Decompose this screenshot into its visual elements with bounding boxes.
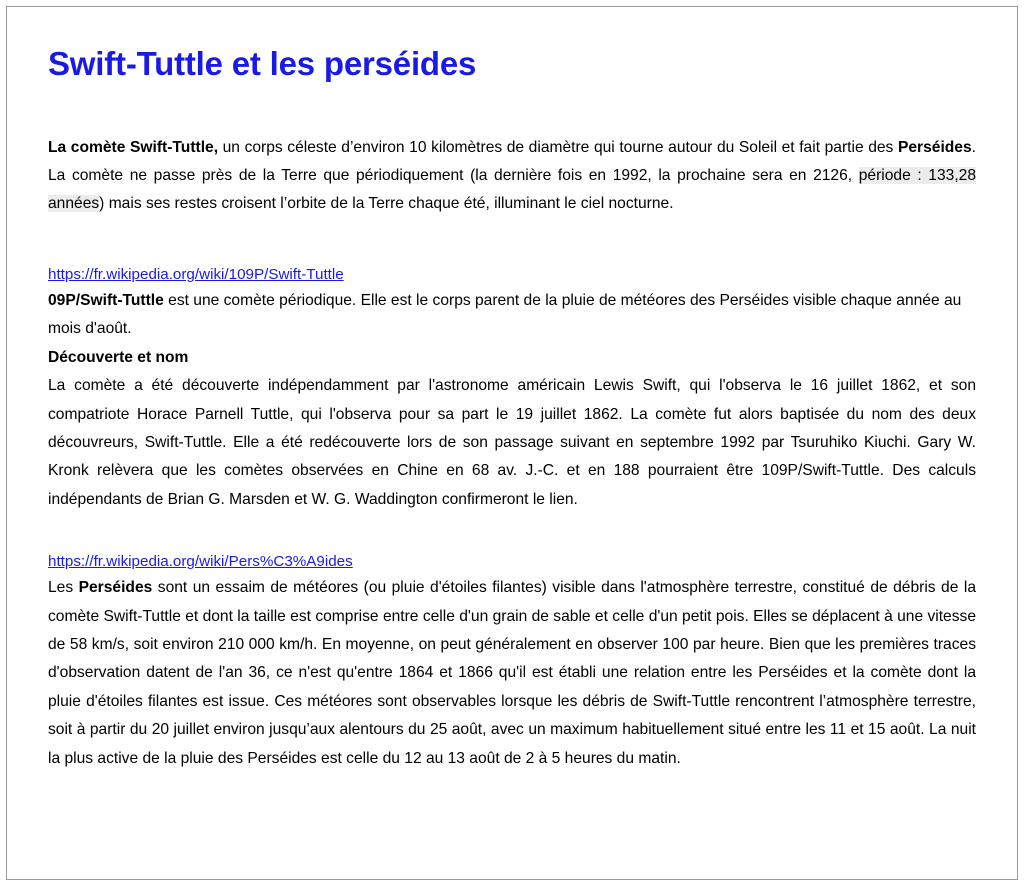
comet-lead-bold: 09P/Swift-Tuttle xyxy=(48,292,164,310)
comet-lead-rest: est une comète périodique. Elle est le corps parent de la pluie de météores des Perséides visible chaque année au mois d'août. xyxy=(48,292,962,338)
perseids-body-text: sont un essaim de météores (ou pluie d'étoiles filantes) visible dans l'atmosphère terrestre, constitué de débris de la comète Swift-Tuttle et dont la taille est comprise entre celle d'un grain de sable et celle d'un petit pois. Elles se déplacent à une vitesse de 58 km/s, soit environ 210 000 km/h. En moyenne, on peut généralement en observer 100 par heure. Bien que les premières traces d'observation datent de l'an 36, ce n'est qu'entre 1864 et 1866 qu'il est établi une relation entre les Perséides et la comète dont la pluie d'étoiles filantes est issue. Ces météores sont observables lorsque les débris de Swift-Tuttle rencontrent l’atmosphère terrestre, soit à partir du 20 juillet environ jusqu’aux alentours du 25 août, avec un maximum habituellement situé entre les 11 et 15 août. La nuit la plus active de la pluie des Perséides est celle du 12 au 13 août de 2 à 5 heures du matin. xyxy=(48,579,976,767)
comet-body-paragraph: La comète a été découverte indépendamment par l'astronome américain Lewis Swift, qui l'observa le 16 juillet 1862, et son compatriote Horace Parnell Tuttle, qui l'observa pour sa part le 19 juillet 1862. La comète fut alors baptisée du nom des deux découvreurs, Swift-Tuttle. Elle a été redécouverte lors de son passage suivant en septembre 1992 par Tsuruhiko Kiuchi. Gary W. Kronk relèvera que les comètes observées en Chine en 68 av. J.-C. et en 188 pourraient être 109P/Swift-Tuttle. Des calculs indépendants de Brian G. Marsden et W. G. Waddington confirmeront le lien. xyxy=(48,377,976,508)
intro-text-3: ) mais ses restes croisent l’orbite de la Terre chaque été, illuminant le ciel nocturne. xyxy=(99,195,674,213)
wikipedia-link-perseides[interactable]: https://fr.wikipedia.org/wiki/Pers%C3%A9ides xyxy=(48,553,353,571)
intro-highlight-period: période : 133,28 années xyxy=(48,166,977,213)
perseids-lead-prefix: Les xyxy=(48,579,79,597)
intro-lead: La comète Swift-Tuttle, xyxy=(48,138,219,156)
comet-lead-paragraph xyxy=(48,287,976,344)
spacer-2 xyxy=(48,514,976,550)
perseids-lead-bold: Perséides xyxy=(78,579,153,597)
intro-text-2: . La comète ne passe près de la Terre que périodiquement (la dernière fois en 1992, la prochaine sera en 2126, xyxy=(48,138,976,184)
document-content xyxy=(48,44,976,773)
intro-paragraph xyxy=(48,134,976,219)
page-title: Swift-Tuttle et les perséides xyxy=(48,45,477,82)
comet-subheading: Découverte et nom xyxy=(48,348,189,366)
wikipedia-link-swift-tuttle[interactable]: https://fr.wikipedia.org/wiki/109P/Swift-Tuttle xyxy=(48,265,344,283)
perseids-body-paragraph xyxy=(48,574,976,773)
section-comet xyxy=(48,263,976,514)
spacer-1 xyxy=(48,219,976,263)
intro-text-1: un corps céleste d’environ 10 kilomètres de diamètre qui tourne autour du Soleil et fait partie des xyxy=(218,138,898,156)
section-perseids xyxy=(48,550,976,773)
intro-bold-perseides: Perséides xyxy=(897,138,972,156)
